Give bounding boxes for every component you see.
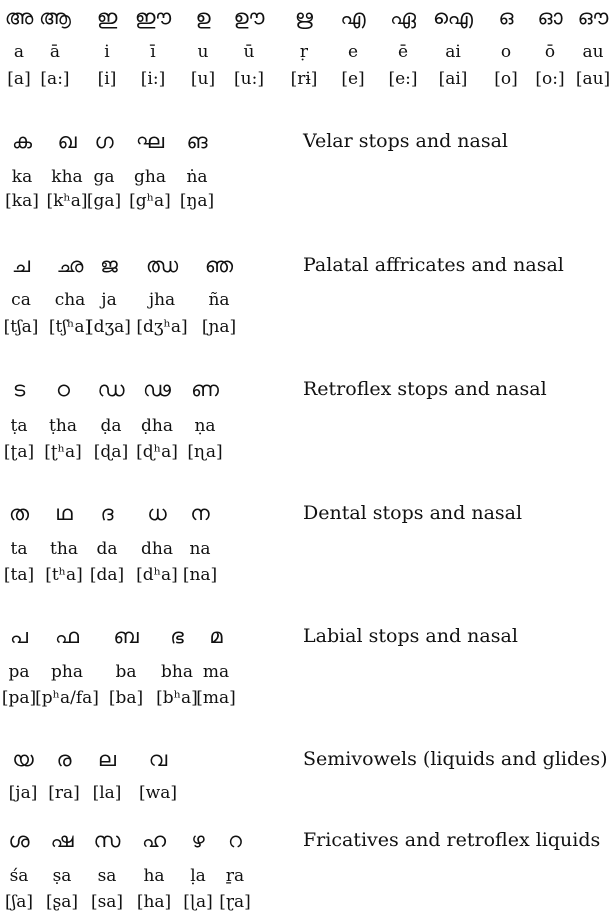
consonant-romanization: tha (50, 539, 78, 559)
consonant-ipa: [na] (182, 565, 218, 585)
consonant-glyph: ദ (100, 500, 114, 525)
consonant-romanization: śa (9, 866, 29, 886)
vowel-glyph: അ (4, 4, 34, 29)
group-label: Dental stops and nasal (303, 502, 523, 524)
consonant-glyph: ഭ (170, 623, 184, 648)
consonant-romanization: ṣa (52, 866, 72, 886)
consonant-ipa: [tʃa] (3, 317, 39, 337)
consonant-romanization: ṅa (186, 167, 208, 187)
vowel-romanization: ō (544, 42, 556, 62)
consonant-ipa: [ɽa] (219, 892, 251, 912)
vowel-romanization: ē (397, 42, 409, 62)
consonant-ipa: [gʰa] (129, 191, 171, 211)
consonant-glyph: വ (148, 746, 168, 771)
consonant-ipa: [dʰa] (136, 565, 178, 585)
consonant-glyph: ട (12, 376, 26, 401)
vowel-ipa: [o:] (535, 69, 565, 89)
consonant-ipa: [ha] (136, 892, 172, 912)
consonant-ipa: [dʒʰa] (136, 317, 188, 337)
consonant-ipa: [sa] (90, 892, 124, 912)
consonant-ipa: [tʰa] (45, 565, 83, 585)
consonant-ipa: [ʈa] (3, 442, 35, 462)
consonant-romanization: jha (148, 290, 176, 310)
consonant-ipa: [ɭa] (183, 892, 213, 912)
consonant-glyph: റ (228, 827, 242, 852)
consonant-glyph: ങ (186, 128, 208, 153)
vowel-romanization: ū (243, 42, 255, 62)
consonant-glyph: ഹ (141, 827, 167, 852)
vowel-ipa: [a] (7, 69, 31, 89)
consonant-glyph: ധ (147, 500, 167, 525)
vowel-romanization: ā (49, 42, 61, 62)
consonant-glyph: ശ (8, 827, 30, 852)
group-label: Palatal affricates and nasal (303, 254, 564, 276)
consonant-ipa: [ɖa] (93, 442, 129, 462)
consonant-ipa: [ma] (196, 688, 236, 708)
vowel-glyph: ഏ (390, 4, 416, 29)
consonant-ipa: [la] (92, 783, 122, 803)
vowel-glyph: ഋ (294, 4, 314, 29)
consonant-romanization: ma (202, 662, 230, 682)
vowel-glyph: ഈ (134, 4, 172, 29)
consonant-ipa: [kʰa] (46, 191, 88, 211)
consonant-romanization: cha (54, 290, 86, 310)
vowel-glyph: ഉ (195, 4, 211, 29)
consonant-glyph: ഘ (135, 128, 165, 153)
group-label: Fricatives and retroflex liquids (303, 829, 601, 851)
vowel-ipa: [u] (190, 69, 216, 89)
consonant-glyph: ല (98, 746, 116, 771)
consonant-romanization: ḍha (141, 416, 173, 436)
consonant-ipa-row (0, 186, 613, 216)
group-label: Velar stops and nasal (303, 130, 509, 152)
consonant-romanization: gha (134, 167, 166, 187)
consonant-glyph: ബ (113, 623, 139, 648)
vowel-romanization: ī (150, 42, 156, 62)
consonant-ipa: [pa] (1, 688, 37, 708)
vowel-glyph: ഐ (433, 4, 473, 29)
consonant-romanization: pa (8, 662, 30, 682)
consonant-ipa: [ʃa] (4, 892, 34, 912)
consonant-romanization: na (189, 539, 211, 559)
vowel-ipa: [u:] (234, 69, 264, 89)
consonant-ipa: [ka] (5, 191, 39, 211)
consonant-romanization: ṭha (49, 416, 77, 436)
consonant-glyph: ത (8, 500, 30, 525)
vowel-romanization: e (347, 42, 359, 62)
consonant-romanization: sa (97, 866, 117, 886)
vowel-ipa: [e:] (388, 69, 418, 89)
consonant-romanization: ca (11, 290, 31, 310)
vowel-glyph: എ (340, 4, 366, 29)
consonant-romanization: ṟa (225, 866, 245, 886)
consonant-romanization: ṇa (194, 416, 216, 436)
consonant-ipa-row (0, 312, 613, 342)
group-label: Labial stops and nasal (303, 625, 518, 647)
consonant-glyph: ഝ (145, 252, 179, 277)
consonant-ipa: [tʃʰa] (48, 317, 92, 337)
consonant-ipa-row (0, 683, 613, 713)
vowel-ipa: [rɨ] (290, 69, 318, 89)
consonant-glyph: ഞ (204, 252, 234, 277)
consonant-romanization: ṭa (10, 416, 28, 436)
consonant-romanization: ḍa (100, 416, 122, 436)
vowel-romanization: ṛ (299, 42, 309, 62)
consonant-ipa: [bʰa] (156, 688, 198, 708)
consonant-ipa: [ʂa] (45, 892, 79, 912)
vowel-ipa: [a:] (40, 69, 70, 89)
vowel-romanization: a (13, 42, 25, 62)
consonant-ipa: [dʒa] (87, 317, 131, 337)
consonant-romanization: ta (10, 539, 28, 559)
consonant-ipa-row (0, 437, 613, 467)
consonant-glyph: ഴ (191, 827, 205, 852)
consonant-glyph: ഫ (54, 623, 80, 648)
consonant-glyph: ഡ (97, 376, 125, 401)
consonant-glyph: ഖ (57, 128, 77, 153)
vowel-glyph: ആ (39, 4, 71, 29)
consonant-ipa: [ŋa] (179, 191, 215, 211)
vowel-ipa: [e] (341, 69, 365, 89)
consonant-ipa: [wa] (139, 783, 177, 803)
consonant-glyph: ര (56, 746, 72, 771)
consonant-glyph: ഠ (56, 376, 70, 401)
consonant-romanization: ba (115, 662, 137, 682)
vowel-ipa: [i:] (140, 69, 166, 89)
consonant-ipa-row (0, 560, 613, 590)
group-label: Retroflex stops and nasal (303, 378, 547, 400)
vowel-romanization: ai (445, 42, 461, 62)
consonant-romanization: pha (51, 662, 83, 682)
vowel-glyph: ഊ (233, 4, 265, 29)
vowel-romanization: i (104, 42, 110, 62)
consonant-romanization: ha (143, 866, 165, 886)
consonant-ipa-row (0, 778, 613, 808)
vowel-glyph-row (0, 2, 613, 32)
consonant-ipa: [ɖʰa] (136, 442, 178, 462)
consonant-romanization: ka (11, 167, 33, 187)
vowel-romanization: o (500, 42, 512, 62)
consonant-romanization: da (96, 539, 118, 559)
consonant-glyph: ന (190, 500, 210, 525)
consonant-ipa-row (0, 887, 613, 917)
consonant-ipa: [da] (89, 565, 125, 585)
consonant-glyph: ഥ (55, 500, 73, 525)
consonant-glyph: മ (209, 623, 223, 648)
consonant-romanization: ga (93, 167, 115, 187)
vowel-glyph: ഒ (498, 4, 514, 29)
vowel-romanization: au (582, 42, 604, 62)
consonant-glyph: ഛ (56, 252, 84, 277)
consonant-ipa: [ʈʰa] (44, 442, 82, 462)
consonant-romanization-row (0, 285, 613, 315)
consonant-glyph: പ (10, 623, 28, 648)
consonant-romanization: dha (141, 539, 173, 559)
vowel-romanization-row (0, 37, 613, 67)
vowel-ipa: [au] (575, 69, 611, 89)
consonant-glyph: ച (11, 252, 31, 277)
consonant-glyph: ഷ (50, 827, 74, 852)
vowel-ipa: [i] (97, 69, 117, 89)
vowel-glyph: ഇ (96, 4, 118, 29)
consonant-romanization: ña (208, 290, 230, 310)
consonant-glyph: ഗ (94, 128, 114, 153)
consonant-ipa: [ta] (3, 565, 35, 585)
vowel-ipa: [o] (494, 69, 518, 89)
consonant-ipa: [ba] (108, 688, 144, 708)
group-label: Semivowels (liquids and glides) (303, 748, 608, 770)
consonant-glyph: സ (93, 827, 121, 852)
vowel-ipa-row (0, 64, 613, 94)
vowel-glyph: ഔ (577, 4, 609, 29)
consonant-glyph: ണ (191, 376, 219, 401)
consonant-glyph: ജ (100, 252, 118, 277)
consonant-glyph: ക (11, 128, 33, 153)
consonant-romanization: ḷa (190, 866, 206, 886)
consonant-glyph: ഢ (143, 376, 171, 401)
consonant-ipa: [pʰa/fa] (35, 688, 99, 708)
consonant-ipa: [ɲa] (201, 317, 237, 337)
consonant-ipa: [ɳa] (187, 442, 223, 462)
vowel-romanization: u (197, 42, 209, 62)
consonant-ipa: [ra] (48, 783, 80, 803)
consonant-ipa: [ja] (8, 783, 38, 803)
consonant-romanization: bha (161, 662, 193, 682)
consonant-romanization: kha (51, 167, 83, 187)
consonant-glyph: യ (12, 746, 34, 771)
vowel-ipa: [ai] (438, 69, 468, 89)
vowel-glyph: ഓ (537, 4, 563, 29)
consonant-ipa: [ga] (86, 191, 122, 211)
consonant-romanization: ja (101, 290, 117, 310)
